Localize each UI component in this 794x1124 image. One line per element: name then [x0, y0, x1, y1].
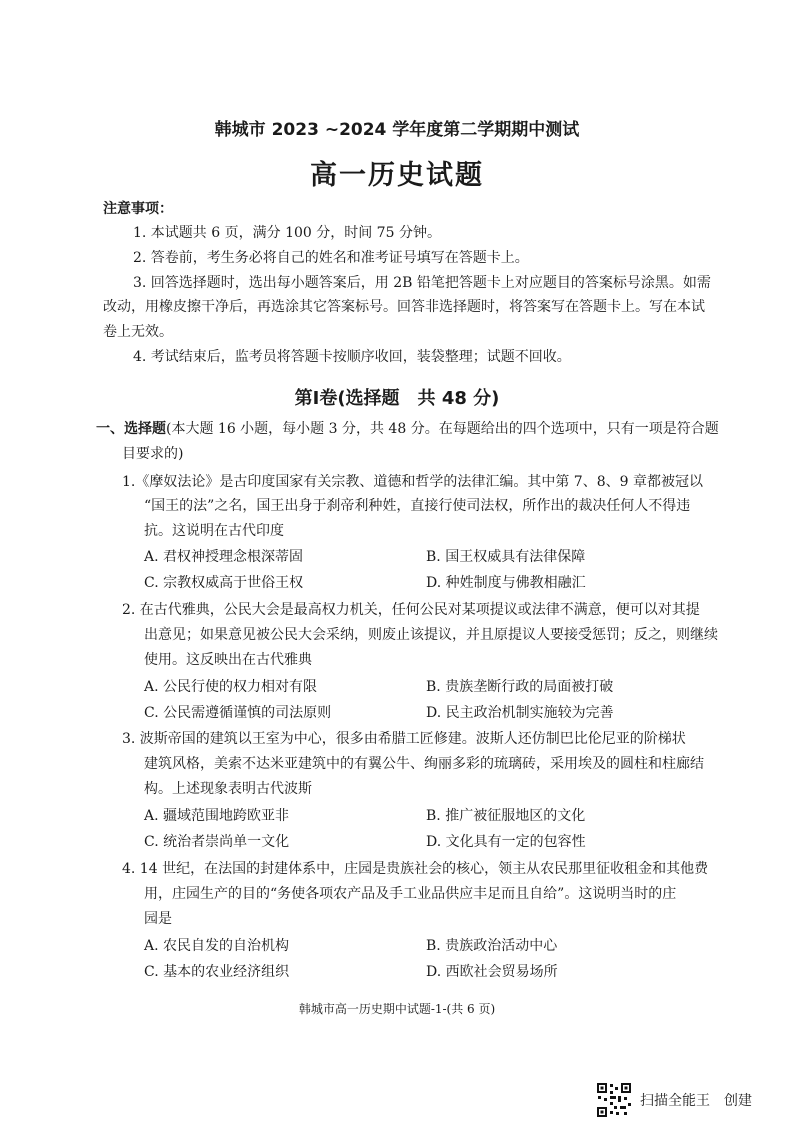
question-3-option-a[interactable]: A. 疆域范围地跨欧亚非 [144, 808, 290, 824]
notice-line: 改动，用橡皮擦干净后，再选涂其它答案标号。回答非选择题时，将答案写在答题卡上。写在本试 [103, 299, 705, 315]
question-3-line: 3. 波斯帝国的建筑以王室为中心，很多由希腊工匠修建。波斯人还仿制巴比伦尼亚的阶梯状 [122, 731, 686, 747]
question-4-option-a[interactable]: A. 农民自发的自治机构 [144, 938, 290, 954]
question-1-option-c[interactable]: C. 宗教权威高于世俗王权 [144, 575, 304, 591]
scan-badge-text: 扫描全能王 创建 [640, 1093, 752, 1109]
notice-heading: 注意事项： [103, 201, 173, 217]
question-1-option-d[interactable]: D. 种姓制度与佛教相融汇 [426, 575, 586, 591]
question-1-option-b[interactable]: B. 国王权威具有法律保障 [426, 549, 586, 565]
question-2-line: 使用。这反映出在古代雅典 [144, 652, 312, 668]
question-3-option-b[interactable]: B. 推广被征服地区的文化 [426, 808, 586, 824]
notice-line: 4. 考试结束后，监考员将答题卡按顺序收回，装袋整理；试题不回收。 [133, 349, 571, 365]
section-instruction-cont: 目要求的) [122, 446, 184, 462]
exam-title: 韩城市 2023 ~2024 学年度第二学期期中测试 [214, 120, 580, 140]
question-2-line: 2. 在古代雅典，公民大会是最高权力机关，任何公民对某项提议或法律不满意，便可以对其提 [122, 602, 700, 618]
notice-line: 2. 答卷前，考生务必将自己的姓名和准考证号填写在答题卡上。 [133, 250, 529, 266]
question-4-line: 用，庄园生产的目的“务使各项农产品及手工业品供应丰足而且自给”。这说明当时的庄 [144, 886, 677, 902]
question-3-option-c[interactable]: C. 统治者崇尚单一文化 [144, 834, 290, 850]
section-instruction [96, 420, 719, 438]
question-3-line: 建筑风格，美索不达米亚建筑中的有翼公牛、绚丽多彩的琉璃砖，采用埃及的圆柱和柱廊结 [144, 756, 704, 772]
subject-title: 高一历史试题 [310, 160, 484, 191]
question-4-option-d[interactable]: D. 西欧社会贸易场所 [426, 964, 558, 980]
qr-code-icon [596, 1082, 632, 1118]
question-4-option-c[interactable]: C. 基本的农业经济组织 [144, 964, 290, 980]
page-footer: 韩城市高一历史期中试题-1-(共 6 页) [298, 1002, 496, 1016]
question-1-option-a[interactable]: A. 君权神授理念根深蒂固 [144, 549, 304, 565]
notice-line: 1. 本试题共 6 页，满分 100 分，时间 75 分钟。 [133, 225, 441, 241]
instruction-text: (本大题 16 小题，每小题 3 分，共 48 分。在每题给出的四个选项中，只有一项是符合题 [166, 421, 719, 437]
question-4-option-b[interactable]: B. 贵族政治活动中心 [426, 938, 558, 954]
notice-line: 3. 回答选择题时，选出每小题答案后，用 2B 铅笔把答题卡上对应题目的答案标号涂黑。如需 [133, 275, 711, 291]
question-3-option-d[interactable]: D. 文化具有一定的包容性 [426, 834, 586, 850]
question-1-line: “国王的法”之名，国王出身于刹帝利种姓，直接行使司法权，所作出的裁决任何人不得违 [144, 498, 691, 514]
question-2-option-d[interactable]: D. 民主政治机制实施较为完善 [426, 705, 614, 721]
notice-line: 卷上无效。 [103, 324, 173, 340]
question-2-option-b[interactable]: B. 贵族垄断行政的局面被打破 [426, 679, 614, 695]
question-2-option-c[interactable]: C. 公民需遵循谨慎的司法原则 [144, 705, 332, 721]
question-4-line: 4. 14 世纪，在法国的封建体系中，庄园是贵族社会的核心，领主从农民那里征收租金和其他费 [122, 861, 709, 877]
section-title: 第Ⅰ卷(选择题 共 48 分) [294, 388, 500, 409]
question-2-option-a[interactable]: A. 公民行使的权力相对有限 [144, 679, 318, 695]
scan-badge [596, 1082, 752, 1118]
question-2-line: 出意见；如果意见被公民大会采纳，则废止该提议，并且原提议人要接受惩罚；反之，则继续 [144, 627, 718, 643]
instruction-label: 一、选择题 [96, 421, 166, 437]
question-4-line: 园是 [144, 911, 172, 927]
question-1-line: 抗。这说明在古代印度 [144, 523, 284, 539]
question-1-line: 1.《摩奴法论》是古印度国家有关宗教、道德和哲学的法律汇编。其中第 7、8、9 章都被冠以 [122, 474, 703, 490]
question-3-line: 构。上述现象表明古代波斯 [144, 781, 312, 797]
